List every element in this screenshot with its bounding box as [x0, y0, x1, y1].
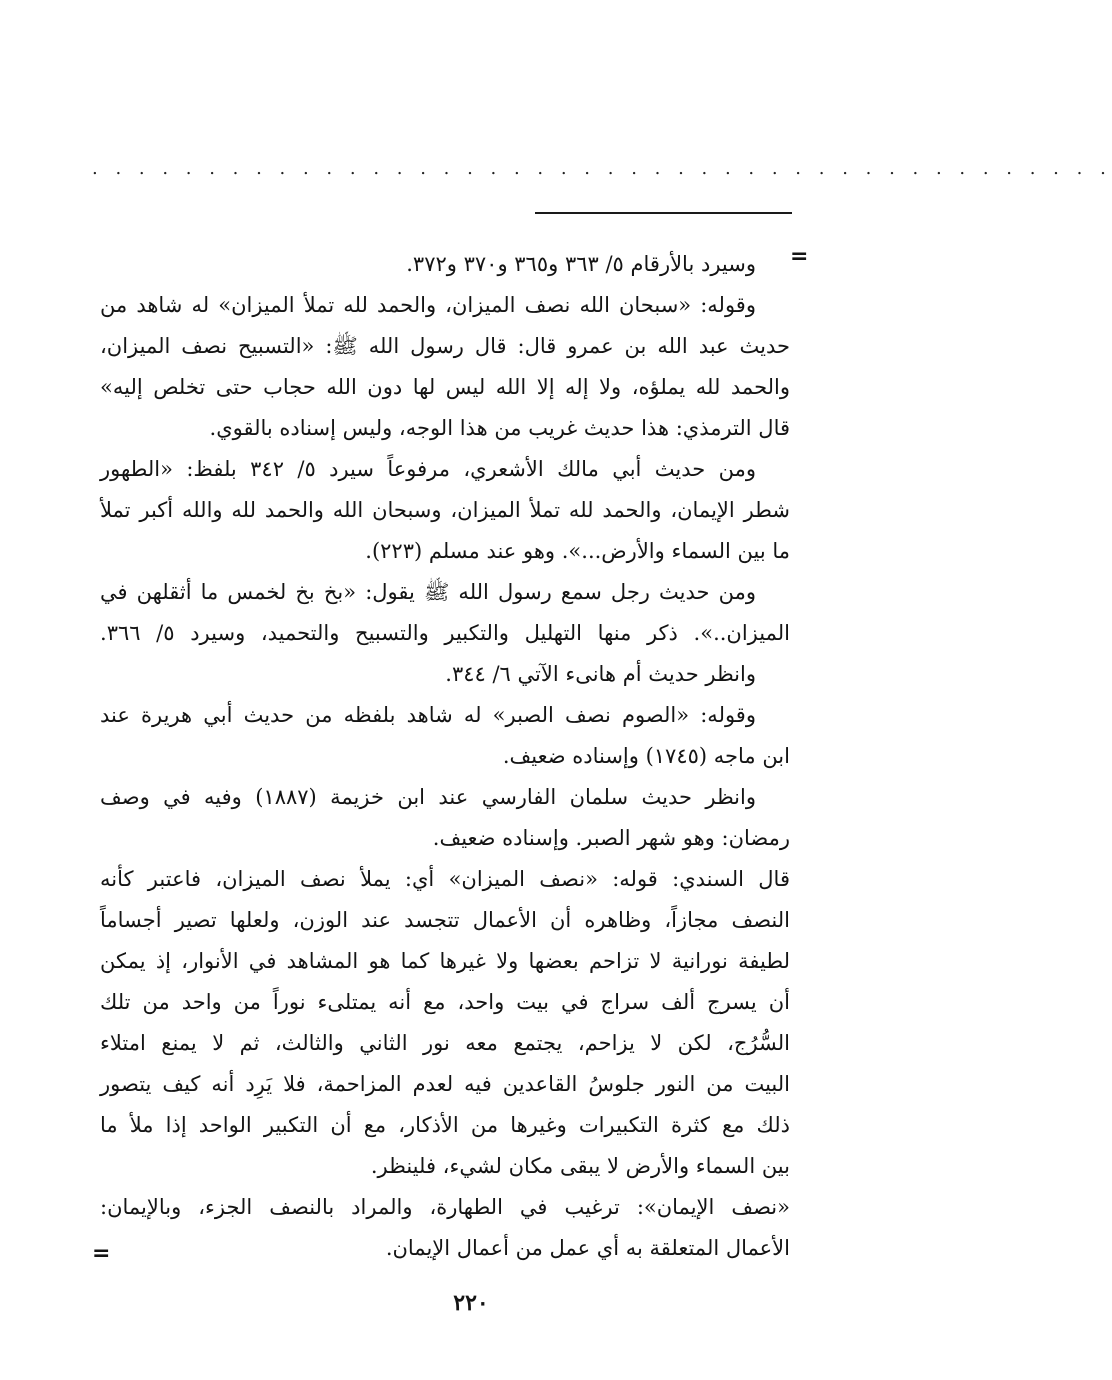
note-line: ومن حديث أبي مالك الأشعري، مرفوعاً سيرد ٥/ ٣٤٢ بلفظ: «الطهور	[100, 457, 756, 481]
page-number: ٢٢٠	[453, 1290, 489, 1316]
note-line: وانظر حديث سلمان الفارسي عند ابن خزيمة (١٨٨٧) وفيه في وصف	[100, 785, 756, 809]
note-line: السُّرُج، لكن لا يزاحم، يجتمع معه نور الثاني والثالث، ثم لا يمنع امتلاء	[100, 1031, 790, 1055]
note-line: قال السندي: قوله: «نصف الميزان» أي: يملأ نصف الميزان، فاعتبر كأنه	[100, 867, 790, 891]
note-line: ذلك مع كثرة التكبيرات وغيرها من الأذكار، مع أن التكبير الواحد إذا ملأ ما	[100, 1113, 790, 1137]
note-line: النصف مجازاً، وظاهره أن الأعمال تتجسد عند الوزن، ولعلها تصير أجساماً	[100, 908, 790, 932]
separator-dots: . . . . . . . . . . . . . . . . . . . . . . . . . . . . . . . . . . . . . . . . . . . .	[92, 158, 1112, 179]
note-line: «نصف الإيمان»: ترغيب في الطهارة، والمراد بالنصف الجزء، وبالإيمان:	[100, 1195, 790, 1219]
footnote-rule	[535, 212, 792, 214]
note-line: وانظر حديث أم هانىء الآتي ٦/ ٣٤٤.	[445, 662, 756, 686]
note-line: شطر الإيمان، والحمد لله تملأ الميزان، وسبحان الله والحمد لله والله أكبر تملأ	[100, 498, 790, 522]
note-line: ما بين السماء والأرض...». وهو عند مسلم (٢٢٣).	[365, 539, 790, 563]
note-line: البيت من النور جلوسُ القاعدين فيه لعدم المزاحمة، فلا يَرِد أنه كيف يتصور	[100, 1072, 790, 1096]
note-line: وسيرد بالأرقام ٥/ ٣٦٣ و٣٦٥ و٣٧٠ و٣٧٢.	[406, 252, 756, 276]
note-line: قال الترمذي: هذا حديث غريب من هذا الوجه، وليس إسناده بالقوي.	[209, 416, 790, 440]
continuation-mark-bottom: =	[92, 1241, 111, 1266]
note-line: وقوله: «سبحان الله نصف الميزان، والحمد لله تملأ الميزان» له شاهد من	[100, 293, 756, 317]
note-line: حديث عبد الله بن عمرو قال: قال رسول الله ﷺ: «التسبيح نصف الميزان،	[100, 334, 790, 358]
note-line: ابن ماجه (١٧٤٥) وإسناده ضعيف.	[502, 744, 790, 768]
footnotes-body	[100, 244, 790, 1269]
note-line: وقوله: «الصوم نصف الصبر» له شاهد بلفظه من حديث أبي هريرة عند	[100, 703, 756, 727]
note-line: لطيفة نورانية لا تزاحم بعضها ولا غيرها كما هو المشاهد في الأنوار، إذ يمكن	[100, 949, 790, 973]
note-line: والحمد لله يملؤه، ولا إله إلا الله ليس لها دون الله حجاب حتى تخلص إليه»	[100, 375, 790, 399]
note-line: أن يسرج ألف سراج في بيت واحد، مع أنه يمتلىء نوراً من واحد من تلك	[100, 990, 790, 1014]
note-line: بين السماء والأرض لا يبقى مكان لشيء، فلينظر.	[370, 1154, 790, 1178]
note-line: ومن حديث رجل سمع رسول الله ﷺ يقول: «بخ بخ لخمس ما أثقلهن في	[100, 580, 756, 604]
note-line: رمضان: وهو شهر الصبر. وإسناده ضعيف.	[432, 826, 790, 850]
continuation-mark-top: =	[790, 244, 809, 269]
note-line: الميزان..». ذكر منها التهليل والتكبير والتسبيح والتحميد، وسيرد ٥/ ٣٦٦.	[100, 621, 790, 645]
note-line: الأعمال المتعلقة به أي عمل من أعمال الإيمان.	[385, 1236, 790, 1260]
